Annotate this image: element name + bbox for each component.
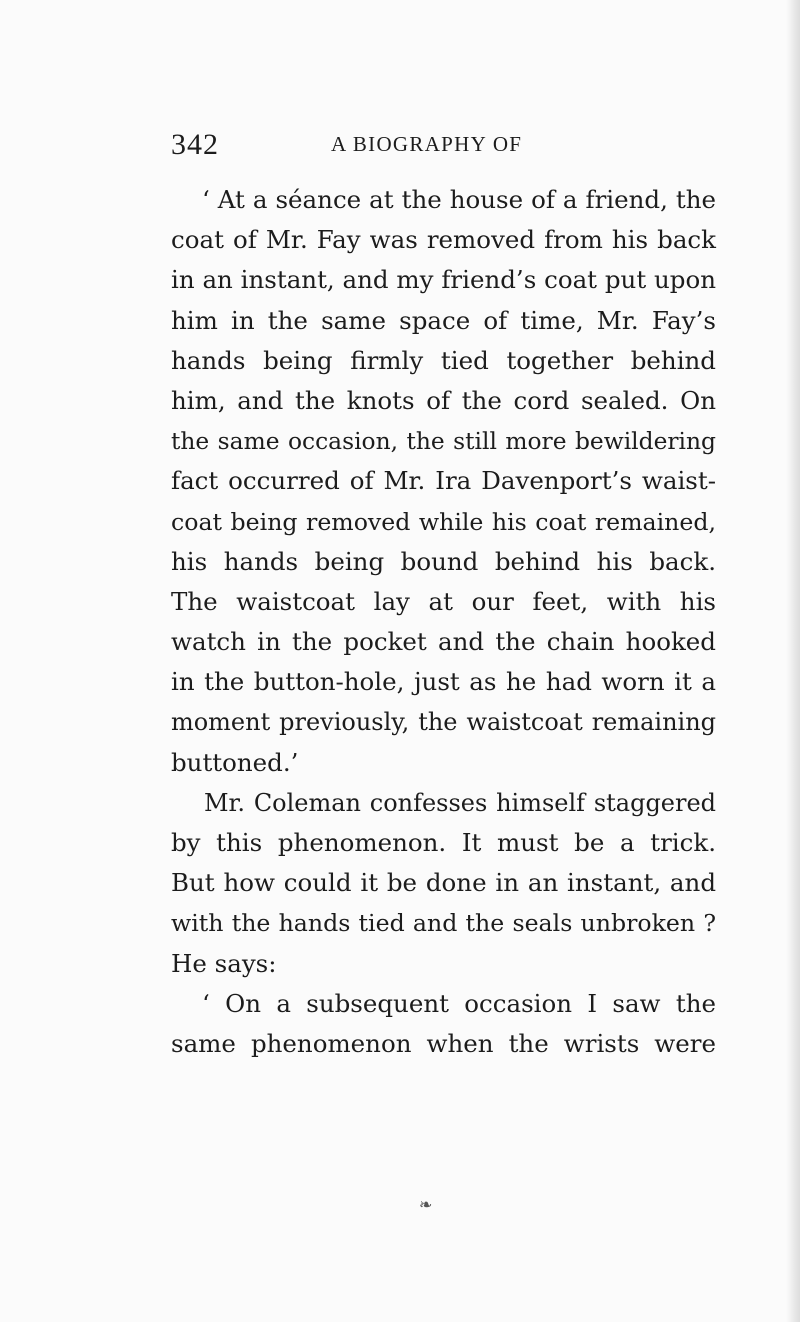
text-line: coat being removed while his coat remained, xyxy=(171,507,716,536)
body-text xyxy=(171,180,716,1064)
text-line: by this phenomenon. It must be a trick. xyxy=(171,828,716,857)
text-line: the same occasion, the still more bewildering xyxy=(171,427,716,456)
page-edge-shadow xyxy=(786,0,800,1322)
text-line: him in the same space of time, Mr. Fay’s xyxy=(171,305,716,335)
text-line: same phenomenon when the wrists were xyxy=(171,1028,716,1058)
text-line: coat of Mr. Fay was removed from his back xyxy=(171,225,716,255)
text-line: ‘ At a séance at the house of a friend, the xyxy=(202,185,716,214)
text-line: fact occurred of Mr. Ira Davenport’s waist- xyxy=(171,466,716,496)
printer-mark: ❧ xyxy=(419,1195,433,1214)
text-line: The waistcoat lay at our feet, with his xyxy=(171,586,716,616)
text-line: watch in the pocket and the chain hooked xyxy=(171,627,716,657)
text-line: hands being firmly tied together behind xyxy=(171,345,716,375)
text-line: with the hands tied and the seals unbroken ? xyxy=(171,909,716,938)
text-line: But how could it be done in an instant, and xyxy=(171,868,716,898)
text-line: He says: xyxy=(171,948,277,978)
text-line: him, and the knots of the cord sealed. On xyxy=(171,385,716,415)
page-number: 342 xyxy=(171,128,219,161)
text-line: in an instant, and my friend’s coat put upon xyxy=(171,265,716,295)
text-line: moment previously, the waistcoat remaining xyxy=(171,708,716,737)
text-line: buttoned.’ xyxy=(171,747,299,777)
page-header xyxy=(171,128,716,168)
text-line: ‘ On a subsequent occasion I saw the xyxy=(202,988,716,1018)
text-line: Mr. Coleman confesses himself staggered xyxy=(204,788,716,817)
running-head: A BIOGRAPHY OF xyxy=(331,132,523,156)
text-line: in the button-hole, just as he had worn it a xyxy=(171,667,716,697)
text-line: his hands being bound behind his back. xyxy=(171,546,716,576)
